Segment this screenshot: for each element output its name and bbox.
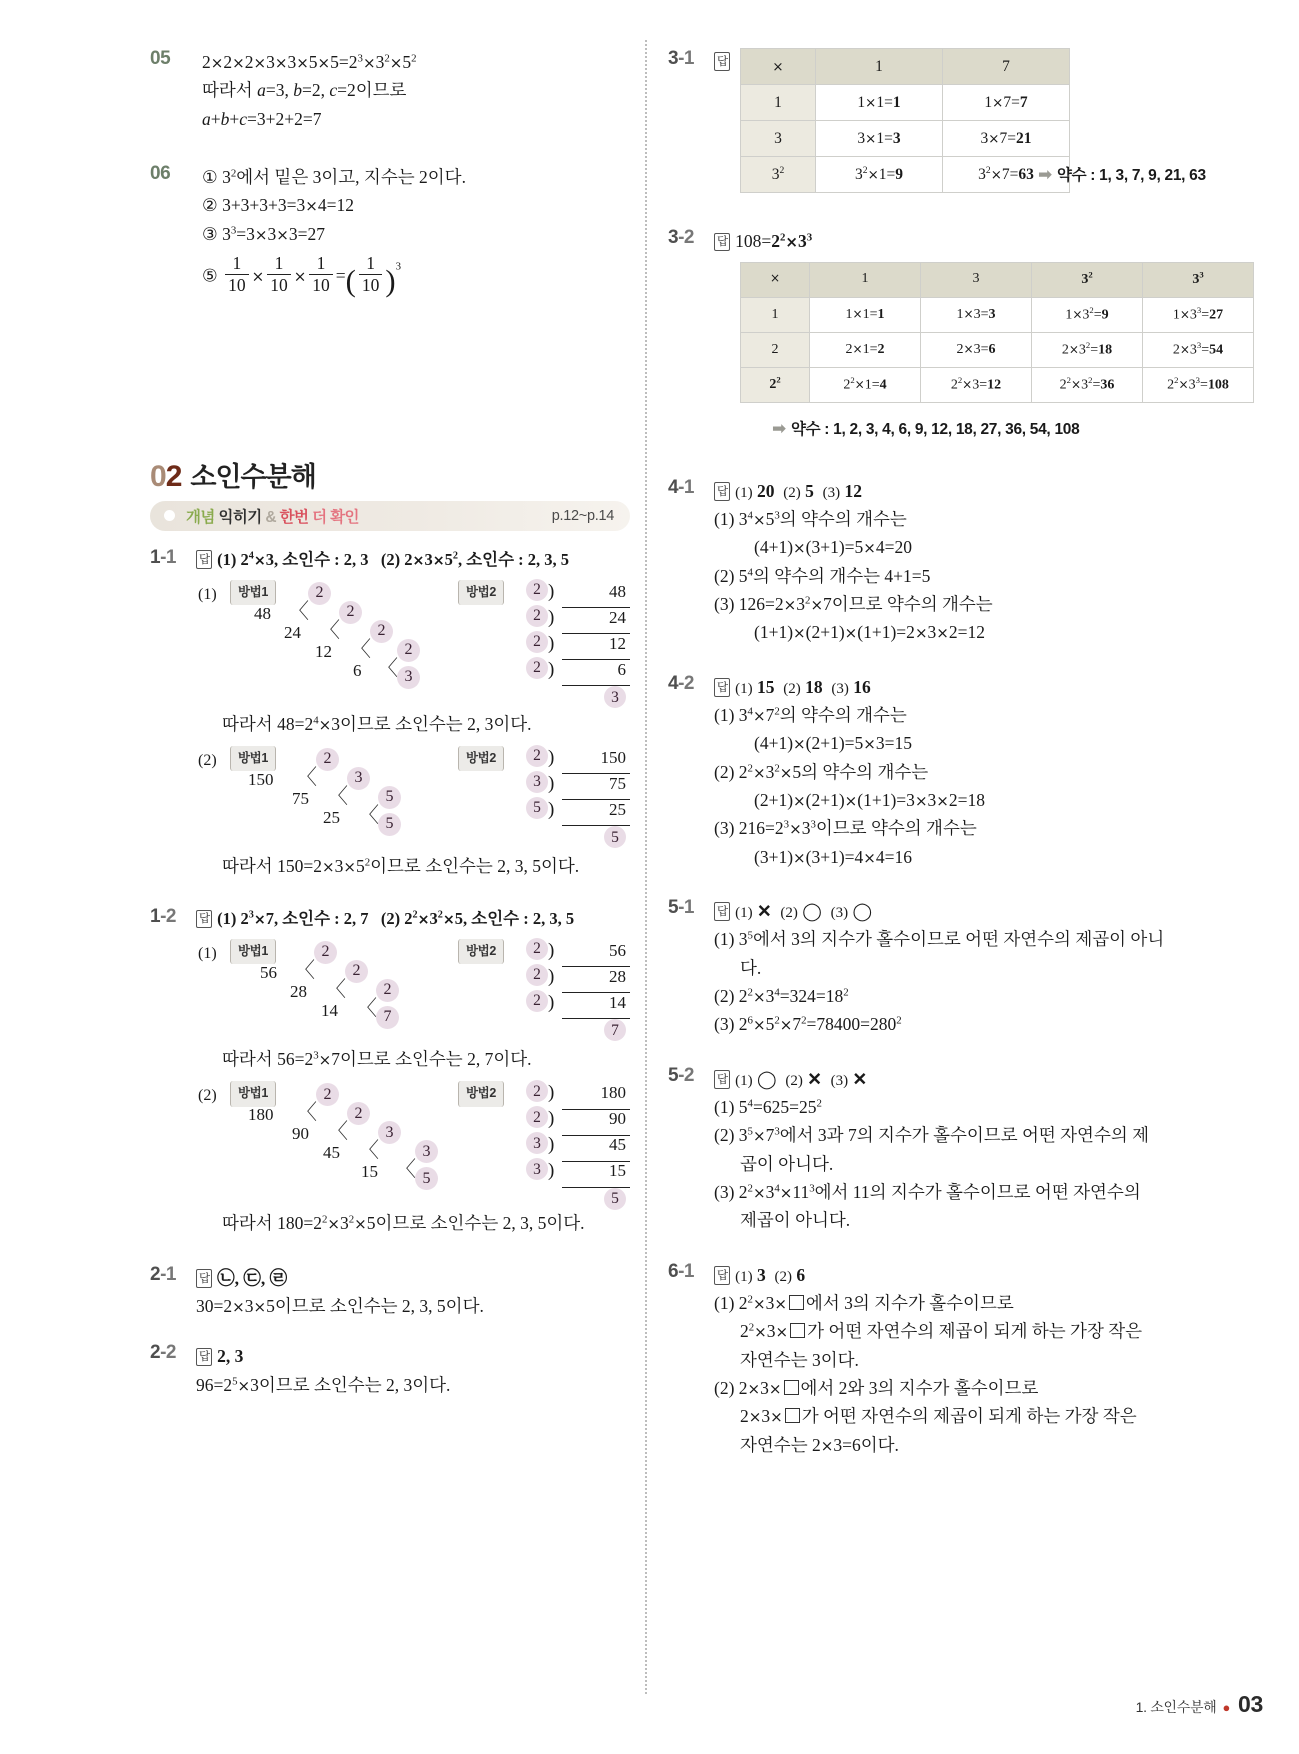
solution-line: ③ $3^3=3\times 3\times 3=27$ <box>202 223 325 244</box>
answer-glyph-icon: 답 <box>714 678 730 697</box>
problem-05 <box>150 48 650 133</box>
prime-node: 2 <box>316 1083 339 1106</box>
paren-icon: ) <box>548 632 555 654</box>
tree-node: 12 <box>315 641 332 661</box>
dividend: 15 <box>562 1157 630 1188</box>
banner-dot-icon <box>164 510 175 521</box>
divisor: 3 <box>526 1158 548 1180</box>
table-cell: $3^2\times 7=63$ <box>943 157 1070 193</box>
divisor-table-63 <box>740 48 1070 193</box>
problem-number: 2-2 <box>150 1342 176 1364</box>
method-2-label: 방법2 <box>458 939 504 964</box>
prime-node: 3 <box>415 1140 438 1163</box>
table-row <box>741 121 1070 157</box>
paren-icon: ) <box>548 1134 555 1156</box>
ladder-row <box>526 822 646 848</box>
problem-3-1 <box>668 48 1259 193</box>
table-header-cell: × <box>741 49 816 85</box>
tree-root: 150 <box>248 769 274 789</box>
dividend: 75 <box>562 770 630 801</box>
divisor: 2 <box>526 631 548 653</box>
table-cell: 1×7=7 <box>943 85 1070 121</box>
solution-line: (2) $3^5\times 7^3$에서 3과 7의 지수가 홀수이므로 어떤 자연수의 제 <box>714 1125 1150 1146</box>
table-cell: $2^2\times 3=12$ <box>921 367 1032 402</box>
table-cell: $1\times 3^3=27$ <box>1143 297 1254 332</box>
problem-2-1 <box>150 1264 650 1321</box>
divisor: 2 <box>526 605 548 627</box>
ladder-row <box>526 989 646 1015</box>
divisor: 2 <box>526 938 548 960</box>
solution-line: (3+1)×(3+1)=4×4=16 <box>754 846 913 867</box>
problem-1-2 <box>150 906 650 1237</box>
row-header: 1 <box>741 85 816 121</box>
solution-line: 2×3× 가 어떤 자연수의 제곱이 되게 하는 가장 작은 <box>740 1406 1137 1427</box>
footer-chapter: 1. 소인수분해 <box>1135 1699 1217 1715</box>
problem-3-2 <box>668 227 1259 442</box>
factor-diagram-48 <box>196 578 650 706</box>
answer-glyph-icon: 답 <box>196 1348 212 1367</box>
divisor: 2 <box>526 964 548 986</box>
problem-body <box>196 1264 650 1321</box>
row-header: 2 <box>741 332 810 367</box>
method-2-label: 방법2 <box>458 1081 504 1106</box>
solution-line: (2+1)×(2+1)×(1+1)=3×3×2=18 <box>754 789 986 810</box>
dividend: 14 <box>562 989 630 1020</box>
solution-line: 30=2×3×5이므로 소인수는 2, 3, 5이다. <box>196 1295 484 1316</box>
arrow-right-icon: ➡ <box>772 418 786 438</box>
section-title: 소인수분해 <box>190 461 316 492</box>
problem-06 <box>150 163 650 298</box>
answer-glyph-icon: 답 <box>714 233 730 252</box>
problem-body <box>714 673 1259 871</box>
solution-line: 자연수는 2×3=6이다. <box>740 1434 899 1455</box>
table-header-row <box>741 49 1070 85</box>
dividend: 6 <box>562 656 630 687</box>
tree-node: 28 <box>290 981 307 1001</box>
paren-icon: ) <box>548 1160 555 1182</box>
answer-glyph-icon: 답 <box>714 902 730 921</box>
section-number: 02 <box>150 459 182 493</box>
ladder-row <box>526 682 646 708</box>
paren-icon: ) <box>548 772 555 794</box>
tree-root: 180 <box>248 1105 274 1125</box>
divisor: 2 <box>526 579 548 601</box>
divisor: 3 <box>526 1132 548 1154</box>
problem-number: 4-2 <box>668 672 694 694</box>
problem-number: 5-2 <box>668 1064 694 1086</box>
box-placeholder-icon <box>785 1408 800 1423</box>
paren-icon: ) <box>548 658 555 680</box>
table-header-cell: 1 <box>816 49 943 85</box>
tree-node: 24 <box>284 622 301 642</box>
table-cell: $2^2\times 3^3=108$ <box>1143 367 1254 402</box>
solution-line: $2\times 2\times 2\times 3\times 3\times 5\times 5=2^3\times 3^2\times 5^2$ <box>202 52 417 72</box>
ladder-division-180 <box>526 1079 646 1209</box>
divisors-text: 약수 : 1, 3, 7, 9, 21, 63 <box>1056 167 1206 185</box>
dividend: 28 <box>562 963 630 994</box>
row-header: $2^2$ <box>741 367 810 402</box>
ladder-row <box>526 937 646 963</box>
page-footer <box>1136 1691 1263 1718</box>
problem-6-1 <box>668 1261 1259 1459</box>
answer-glyph-icon: 답 <box>196 910 212 929</box>
problem-body <box>714 227 1259 442</box>
section-banner <box>150 501 630 531</box>
problem-body <box>714 477 1259 647</box>
factor-diagram-56 <box>196 937 650 1043</box>
right-column <box>650 0 1299 1754</box>
answer-line: 답 (1) 3 (2) 6 <box>714 1261 1259 1289</box>
solution-line: 제곱이 아니다. <box>740 1210 851 1231</box>
divisors-result <box>1038 161 1206 189</box>
answer-glyph-icon: 답 <box>714 52 730 71</box>
prime-node: 3 <box>397 666 420 689</box>
prime-node: 3 <box>347 767 370 790</box>
paren-icon: ) <box>548 939 555 961</box>
section-title-row <box>150 455 630 494</box>
ladder-row <box>526 1157 646 1183</box>
branch-icon <box>358 798 379 832</box>
box-placeholder-icon <box>789 1295 804 1310</box>
ladder-row <box>526 604 646 630</box>
paren-icon: ) <box>548 965 555 987</box>
divisor: 2 <box>526 1080 548 1102</box>
banner-amp: & <box>265 508 276 526</box>
row-header: 3 <box>741 121 816 157</box>
table-header-cell: 3 <box>921 262 1032 297</box>
answer-line: 답 (1) $2^4\times 3$, 소인수 : 2, 3 (2) $2\times 3\times 5^2$, 소인수 : 2, 3, 5 <box>196 547 650 574</box>
divisor: 2 <box>526 990 548 1012</box>
table-header-cell: × <box>741 262 810 297</box>
problem-body <box>714 1261 1259 1459</box>
dividend: 90 <box>562 1105 630 1136</box>
solution-line: (1) $2^2\times 3\times$ 에서 3의 지수가 홀수이므로 <box>714 1293 1014 1314</box>
method-1-label: 방법1 <box>230 746 276 771</box>
branch-icon <box>377 651 398 685</box>
table-row <box>741 297 1254 332</box>
factor-diagram-150 <box>196 744 650 850</box>
problem-number: 3-1 <box>668 48 694 69</box>
ladder-division-56 <box>526 937 646 1041</box>
tree-node: 15 <box>361 1162 378 1182</box>
answer-glyph-icon: 답 <box>714 1070 730 1089</box>
solution-line: (1) $3^4\times 5^3$의 약수의 개수는 <box>714 508 907 529</box>
method-1-label: 방법1 <box>230 939 276 964</box>
problem-body <box>196 906 650 1237</box>
table-header-cell: $3^3$ <box>1143 262 1254 297</box>
sub-label: (2) <box>198 1087 217 1105</box>
problem-2-2 <box>150 1342 650 1399</box>
ladder-row <box>526 1183 646 1209</box>
ladder-row <box>526 963 646 989</box>
table-cell: 3×7=21 <box>943 121 1070 157</box>
solution-line: (1) $5^4=625=25^2$ <box>714 1097 822 1118</box>
table-row <box>741 332 1254 367</box>
solution-line: $96=2^5\times 3$이므로 소인수는 2, 3이다. <box>196 1374 451 1395</box>
tree-node: 14 <box>321 1000 338 1020</box>
answer-glyph-icon: 답 <box>714 1266 730 1285</box>
answer-line: 답 (1) $2^3\times 7$, 소인수 : 2, 7 (2) $2^2\times 3^2\times 5$, 소인수 : 2, 3, 5 <box>196 906 650 933</box>
ladder-row <box>526 770 646 796</box>
row-header: 1 <box>741 297 810 332</box>
solution-line: 곱이 아니다. <box>740 1153 834 1174</box>
table-header-cell: 1 <box>810 262 921 297</box>
answer-value: 2, 3 <box>217 1346 244 1367</box>
tree-node: 25 <box>323 807 340 827</box>
ladder-row <box>526 578 646 604</box>
table-cell: 1×1=1 <box>816 85 943 121</box>
prime-node: 2 <box>339 601 362 624</box>
arrow-right-icon: ➡ <box>1038 165 1052 185</box>
answer-line: 답 (1) 20 (2) 5 (3) 12 <box>714 477 1259 505</box>
sub-label: (1) <box>198 585 217 603</box>
answer-glyph-icon: 답 <box>196 1269 212 1288</box>
solution-line: ① $3^2$에서 밑은 3이고, 지수는 2이다. <box>202 167 466 188</box>
ladder-division-150 <box>526 744 646 848</box>
solution-line: (3) $216=2^3\times 3^3$이므로 약수의 개수는 <box>714 818 977 839</box>
answer-line: 답 (1) 15 (2) 18 (3) 16 <box>714 673 1259 701</box>
method-2-label: 방법2 <box>458 746 504 771</box>
problem-body <box>196 547 650 880</box>
problem-body <box>202 163 650 298</box>
answer-line: 답 (1) ◯ (2) ✕ (3) ✕ <box>714 1065 1259 1093</box>
table-cell: 2×1=2 <box>810 332 921 367</box>
divisor: 2 <box>526 657 548 679</box>
sub-label: (2) <box>198 751 217 769</box>
table-cell: $2\times 3^3=54$ <box>1143 332 1254 367</box>
conclusion-line: 따라서 $48=2^4\times 3$이므로 소인수는 2, 3이다. <box>222 713 532 734</box>
conclusion-line: 따라서 $56=2^3\times 7$이므로 소인수는 2, 7이다. <box>222 1048 532 1069</box>
prime-node: 2 <box>316 748 339 771</box>
solution-line: (1) $3^4\times 7^2$의 약수의 개수는 <box>714 704 907 725</box>
box-placeholder-icon <box>790 1323 805 1338</box>
solution-line: (1) $3^5$에서 3의 지수가 홀수이므로 어떤 자연수의 제곱이 아니 <box>714 929 1165 950</box>
problem-number: 1-2 <box>150 906 176 928</box>
divisor: 2 <box>526 1106 548 1128</box>
table-cell: 1×1=1 <box>810 297 921 332</box>
table-cell: $2^2\times 1=4$ <box>810 367 921 402</box>
solution-line: ② 3+3+3+3=3×4=12 <box>202 195 355 216</box>
dividend: 24 <box>562 604 630 635</box>
ladder-row <box>526 744 646 770</box>
table-cell: $3^2\times 1=9$ <box>816 157 943 193</box>
row-header: $3^2$ <box>741 157 816 193</box>
solution-line: (2) $2^2\times 3^2\times 5$의 약수의 개수는 <box>714 761 929 782</box>
ladder-row <box>526 796 646 822</box>
divisor: 5 <box>526 797 548 819</box>
solution-line: a+b+c=3+2+2=7 <box>202 108 322 129</box>
divisor: 2 <box>526 745 548 767</box>
ladder-final: 3 <box>562 682 626 710</box>
conclusion-line: 따라서 $180=2^2\times 3^2\times 5$이므로 소인수는 2, 3, 5이다. <box>222 1213 585 1234</box>
divisor-table-108 <box>740 262 1254 403</box>
table-cell: 1×3=3 <box>921 297 1032 332</box>
problem-4-1 <box>668 477 1259 647</box>
solution-line: 자연수는 3이다. <box>740 1349 859 1370</box>
paren-icon: ) <box>548 991 555 1013</box>
prime-node: 5 <box>378 786 401 809</box>
dividend: 12 <box>562 630 630 661</box>
prime-node: 2 <box>345 960 368 983</box>
tree-node: 75 <box>292 788 309 808</box>
dividend: 48 <box>562 578 630 609</box>
problem-body <box>714 48 1259 193</box>
solution-line: (4+1)×(3+1)=5×4=20 <box>754 537 913 558</box>
solution-line: (3) $2^6\times 5^2\times 7^2=78400=280^2$ <box>714 1014 902 1035</box>
tree-node: 6 <box>353 660 362 680</box>
problem-number: 06 <box>150 163 171 185</box>
problem-number: 5-1 <box>668 896 694 918</box>
dividend: 56 <box>562 937 630 968</box>
problem-number: 4-1 <box>668 476 694 498</box>
table-header-cell: 7 <box>943 49 1070 85</box>
ladder-final: 5 <box>562 1183 626 1211</box>
solution-line: (4+1)×(2+1)=5×3=15 <box>754 733 913 754</box>
problem-5-1 <box>668 897 1259 1039</box>
table-cell: 3×1=3 <box>816 121 943 157</box>
ladder-row <box>526 1015 646 1041</box>
solution-line: $2^2\times 3\times$ 가 어떤 자연수의 제곱이 되게 하는 가장 작은 <box>740 1321 1143 1342</box>
banner-word-4: 더 확인 <box>312 508 359 526</box>
solution-line: 다. <box>740 957 762 978</box>
ladder-row <box>526 656 646 682</box>
paren-icon: ) <box>548 606 555 628</box>
problem-number: 05 <box>150 48 171 69</box>
table-header-row <box>741 262 1254 297</box>
table-cell: $2^2\times 3^2=36$ <box>1032 367 1143 402</box>
box-placeholder-icon <box>784 1380 799 1395</box>
prime-node: 5 <box>415 1167 438 1190</box>
solution-line: (2) $5^4$의 약수의 개수는 4+1=5 <box>714 565 931 586</box>
solution-line: (2) 2×3× 에서 2와 3의 지수가 홀수이므로 <box>714 1378 1039 1399</box>
solution-line: 따라서 a=3, b=2, c=2이므로 <box>202 80 407 101</box>
problem-1-1 <box>150 547 650 880</box>
branch-icon <box>356 991 377 1025</box>
prime-node: 2 <box>308 582 331 605</box>
table-cell: $2\times 3^2=18$ <box>1032 332 1143 367</box>
tree-root: 48 <box>254 603 271 623</box>
prime-node: 2 <box>314 941 337 964</box>
answer-line <box>196 1342 650 1370</box>
table-row <box>741 157 1070 193</box>
sub-label: (1) <box>198 944 217 962</box>
paren-icon: ) <box>548 1082 555 1104</box>
dividend: 25 <box>562 796 630 827</box>
method-1-label: 방법1 <box>230 1081 276 1106</box>
solution-line: (2) $2^2\times 3^4=324=18^2$ <box>714 986 849 1006</box>
answer-line: 답 $108=2^2\times 3^3$ <box>714 227 1259 255</box>
solution-line: (3) $126=2\times 3^2\times 7$이므로 약수의 개수는 <box>714 593 993 614</box>
answer-glyph-icon: 답 <box>196 550 212 569</box>
section-header <box>150 455 630 531</box>
method-1-label: 방법1 <box>230 580 276 605</box>
divisor: 3 <box>526 771 548 793</box>
solution-line: (1+1)×(2+1)×(1+1)=2×3×2=12 <box>754 622 986 643</box>
prime-node: 2 <box>347 1102 370 1125</box>
prime-node: 2 <box>370 620 393 643</box>
dividend: 180 <box>562 1079 630 1110</box>
table-cell: 2×3=6 <box>921 332 1032 367</box>
dividend: 150 <box>562 744 630 775</box>
factor-diagram-180 <box>196 1079 650 1207</box>
ladder-row <box>526 1105 646 1131</box>
paren-icon: ) <box>548 746 555 768</box>
problem-body <box>196 1342 650 1399</box>
prime-node: 3 <box>378 1121 401 1144</box>
banner-word-2: 익히기 <box>218 508 262 526</box>
paren-icon: ) <box>548 798 555 820</box>
tree-node: 90 <box>292 1124 309 1144</box>
tree-root: 56 <box>260 962 277 982</box>
paren-icon: ) <box>548 580 555 602</box>
method-2-label: 방법2 <box>458 580 504 605</box>
divisors-text: 약수 : 1, 2, 3, 4, 6, 9, 12, 18, 27, 36, 54, 108 <box>790 420 1080 438</box>
footer-page-number: 03 <box>1238 1691 1263 1717</box>
problem-body <box>714 897 1259 1039</box>
prime-node: 2 <box>397 639 420 662</box>
ladder-division-48 <box>526 578 646 708</box>
problem-number: 6-1 <box>668 1260 694 1282</box>
prime-node: 2 <box>376 979 399 1002</box>
answer-glyph-icon: 답 <box>714 482 730 501</box>
table-header-cell: $3^2$ <box>1032 262 1143 297</box>
divisors-result <box>772 415 1259 443</box>
problem-4-2 <box>668 673 1259 871</box>
banner-text <box>186 505 359 527</box>
banner-word-1: 개념 <box>186 508 215 526</box>
ladder-final: 7 <box>562 1015 626 1043</box>
ladder-row <box>526 630 646 656</box>
paren-icon: ) <box>548 1108 555 1130</box>
answer-line: 답 (1) ✕ (2) ◯ (3) ◯ <box>714 897 1259 925</box>
branch-icon <box>395 1152 416 1186</box>
answer-line <box>196 1264 650 1292</box>
footer-bullet-icon: ● <box>1222 1700 1231 1715</box>
solution-line: (3) $2^2\times 3^4\times 11^3$에서 11의 지수가 홀수이므로 어떤 자연수의 <box>714 1182 1141 1203</box>
solution-line: ⑤ $\frac{1}{10}$ × $\frac{1}{10}$ × $\frac{1}{10}$ =( $\frac{1}{10}$ )$^3$ <box>202 253 401 298</box>
tree-node: 45 <box>323 1143 340 1163</box>
table-cell: $1\times 3^2=9$ <box>1032 297 1143 332</box>
problem-body <box>202 48 650 133</box>
banner-page-range: p.12~p.14 <box>551 507 614 524</box>
conclusion-line: 따라서 $150=2\times 3\times 5^2$이므로 소인수는 2, 3, 5이다. <box>222 855 580 876</box>
prime-node: 5 <box>378 813 401 836</box>
problem-number: 1-1 <box>150 546 176 568</box>
prime-node: 7 <box>376 1006 399 1029</box>
problem-number: 2-1 <box>150 1263 176 1285</box>
problem-body <box>714 1065 1259 1235</box>
table-row <box>741 85 1070 121</box>
table-row <box>741 367 1254 402</box>
dividend: 45 <box>562 1131 630 1162</box>
banner-word-3: 한번 <box>279 508 309 526</box>
ladder-row <box>526 1079 646 1105</box>
answer-value: ㉡, ㉢, ㉣ <box>217 1267 288 1288</box>
ladder-row <box>526 1131 646 1157</box>
problem-number: 3-2 <box>668 227 694 249</box>
problem-5-2 <box>668 1065 1259 1235</box>
ladder-final: 5 <box>562 822 626 850</box>
